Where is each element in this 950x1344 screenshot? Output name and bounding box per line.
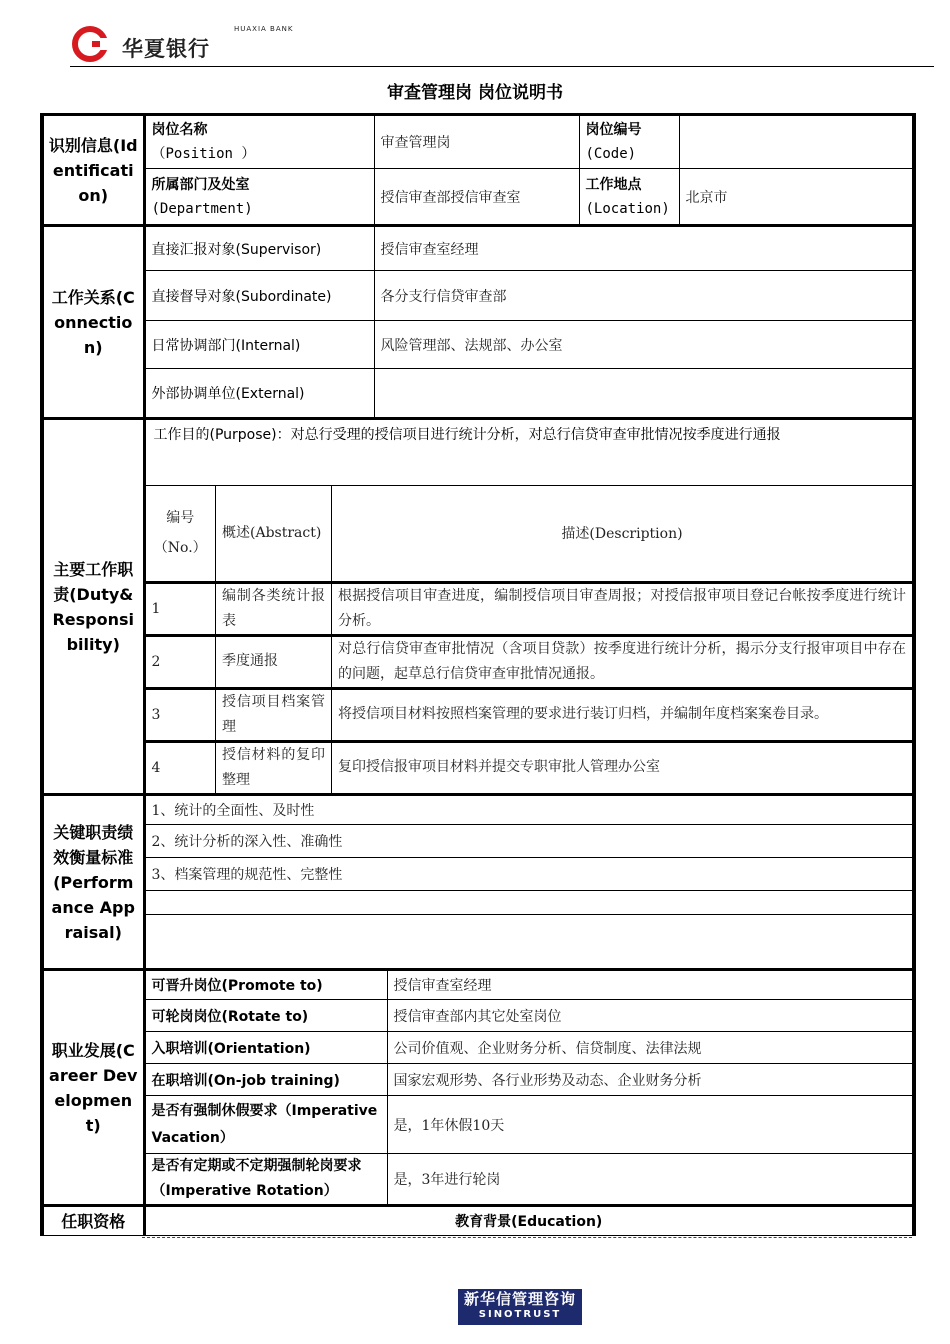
career-value: 是，1年休假10天 (387, 1096, 914, 1154)
performance-item (144, 891, 914, 915)
duty-item-description: 将授信项目材料按照档案管理的要求进行装订归档，并编制年度档案案卷目录。 (332, 688, 913, 741)
duty-item-description: 复印授信报审项目材料并提交专职审批人管理办公室 (332, 741, 913, 793)
position-value: 审查管理岗 (374, 115, 579, 169)
footer-logo-en: SINOTRUST (478, 1309, 562, 1320)
connection-value: 风险管理部、法规部、办公室 (374, 321, 914, 369)
page-break-line (142, 1237, 912, 1238)
section-performance: 关键职责绩效衡量标准(Performance Appraisal) (42, 795, 144, 970)
position-label-cell (144, 115, 374, 169)
duty-item-abstract: 编制各类统计报表 (216, 582, 332, 635)
job-description-table (40, 113, 916, 1236)
connection-value: 各分支行信贷审查部 (374, 271, 914, 321)
duty-table (146, 486, 913, 793)
connection-value: 授信审查室经理 (374, 226, 914, 271)
page-title: 审查管理岗 岗位说明书 (387, 83, 563, 103)
duty-item-no: 2 (146, 635, 216, 688)
duty-item-no: 3 (146, 688, 216, 741)
dept-label: 所属部门及处室 (151, 176, 250, 193)
duty-item-no: 4 (146, 741, 216, 793)
career-value: 授信审查部内其它处室岗位 (387, 1000, 914, 1032)
performance-item: 2、统计分析的深入性、准确性 (144, 825, 914, 858)
section-connection: 工作关系(Connection) (42, 226, 144, 419)
duty-item-description: 根据授信项目审查进度，编制授信项目审查周报；对授信报审项目登记台帐按季度进行统计分析。 (332, 582, 913, 635)
performance-item (144, 915, 914, 970)
career-value: 公司价值观、企业财务分析、信贷制度、法律法规 (387, 1032, 914, 1064)
duty-item-description: 对总行信贷审查审批情况（含项目贷款）按季度进行统计分析，揭示分支行报审项目中存在的问题，起草总行信贷审查审批情况通报。 (332, 635, 913, 688)
section-career: 职业发展(Career Development) (42, 970, 144, 1206)
footer-logo-cn: 新华信管理咨询 (463, 1290, 576, 1308)
section-duty: 主要工作职责(Duty&Responsibility) (42, 419, 144, 795)
code-value (679, 115, 914, 169)
duty-col-description: 描述(Description) (332, 486, 913, 582)
code-label-en: (Code) (585, 146, 637, 162)
career-label: 可轮岗岗位(Rotate to) (144, 1000, 387, 1032)
performance-item: 1、统计的全面性、及时性 (144, 795, 914, 825)
connection-label: 直接督导对象(Subordinate) (144, 271, 374, 321)
duty-content (144, 419, 914, 795)
duty-col-no: 编号（No.） (146, 486, 216, 582)
location-label-cell (579, 169, 679, 226)
duty-item-abstract: 授信材料的复印整理 (216, 741, 332, 793)
dept-label-cell (144, 169, 374, 226)
career-value: 授信审查室经理 (387, 970, 914, 1000)
code-label-cell (579, 115, 679, 169)
duty-item-no: 1 (146, 582, 216, 635)
connection-label: 外部协调单位(External) (144, 369, 374, 419)
education-header: 教育背景(Education) (144, 1206, 914, 1236)
position-label-en: （Position ） (151, 146, 256, 162)
code-label: 岗位编号 (585, 122, 642, 138)
section-identification: 识别信息(Identification) (42, 115, 144, 226)
duty-item-abstract: 授信项目档案管理 (216, 688, 332, 741)
location-label: 工作地点 (585, 176, 642, 193)
sinotrust-logo (458, 1289, 582, 1325)
page-header (70, 22, 934, 67)
duty-purpose: 工作目的(Purpose)：对总行受理的授信项目进行统计分析，对总行信贷审查审批情况按季度进行通报 (146, 420, 913, 486)
performance-item: 3、档案管理的规范性、完整性 (144, 858, 914, 891)
career-label: 是否有强制休假要求（Imperative Vacation） (144, 1096, 387, 1154)
dept-value: 授信审查部授信审查室 (374, 169, 579, 226)
location-label-en: (Location) (585, 200, 670, 217)
career-label: 在职培训(On-job training) (144, 1064, 387, 1096)
huaxia-bank-logo-icon (72, 26, 110, 62)
location-value: 北京市 (679, 169, 914, 226)
bank-name-en: HUAXIA BANK (234, 25, 294, 33)
duty-col-abstract: 概述(Abstract) (216, 486, 332, 582)
bank-name-cn: 华夏银行 (122, 37, 210, 61)
position-label: 岗位名称 (151, 122, 208, 138)
career-label: 可晋升岗位(Promote to) (144, 970, 387, 1000)
connection-label: 日常协调部门(Internal) (144, 321, 374, 369)
section-qualification: 任职资格 (42, 1206, 144, 1236)
connection-value (374, 369, 914, 419)
career-value: 是，3年进行轮岗 (387, 1154, 914, 1206)
career-label: 是否有定期或不定期强制轮岗要求（Imperative Rotation） (144, 1154, 387, 1206)
dept-label-en: (Department) (151, 200, 253, 217)
duty-item-abstract: 季度通报 (216, 635, 332, 688)
career-label: 入职培训(Orientation) (144, 1032, 387, 1064)
connection-label: 直接汇报对象(Supervisor) (144, 226, 374, 271)
career-value: 国家宏观形势、各行业形势及动态、企业财务分析 (387, 1064, 914, 1096)
